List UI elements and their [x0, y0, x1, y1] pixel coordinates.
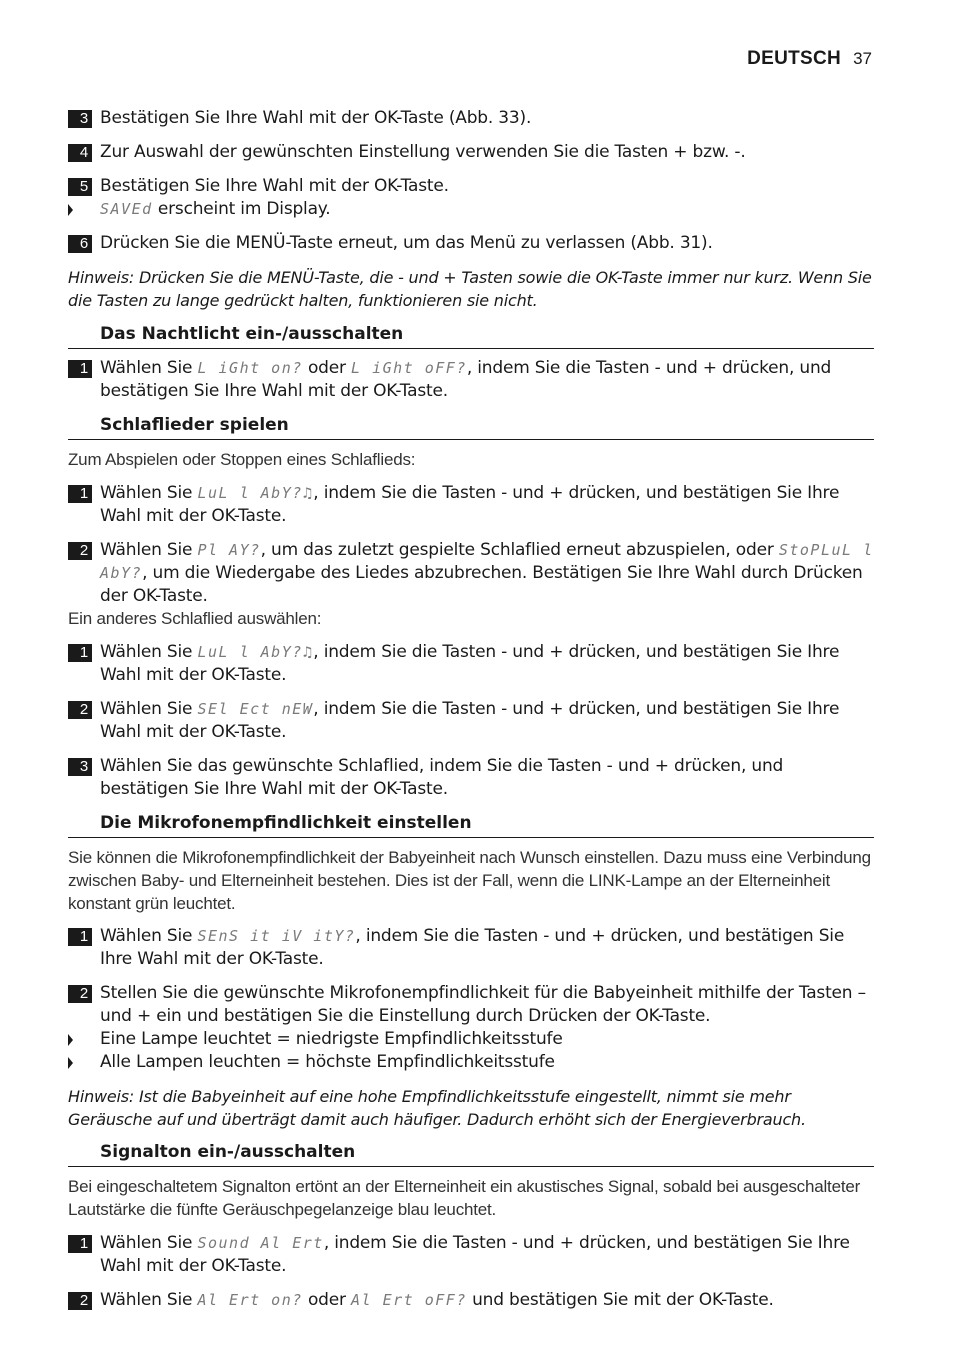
text-part: Wählen Sie	[100, 358, 198, 378]
step-text	[68, 698, 874, 744]
text-part: , indem Sie die Tasten - und + drücken, und bestätigen Sie Ihre Wahl mit der OK-Taste.	[100, 358, 832, 401]
section-title: Die Mikrofonempfindlichkeit einstellen	[100, 813, 472, 833]
section-heading	[68, 324, 874, 349]
step-item	[68, 925, 874, 971]
bullet-arrow-icon	[68, 1034, 73, 1046]
lcd-display-text: SAVEd	[100, 200, 153, 218]
step-item	[68, 1232, 874, 1278]
intro-text: Sie können die Mikrofonempfindlichkeit der Babyeinheit nach Wunsch einstellen. Dazu muss eine Verbindung zwischen Baby- und Elterneinheit bestehen. Dies ist der Fall, wenn die LINK-Lampe an der Elterneinheit konstant grün leuchtet.	[68, 848, 871, 913]
text-part: Wählen Sie	[100, 483, 198, 503]
text-part: Wählen Sie	[100, 926, 198, 946]
bullet-arrow-icon	[68, 204, 73, 216]
lcd-display-text: L iGht on?	[197, 359, 303, 377]
text-part: , indem Sie die Tasten - und + drücken, und bestätigen Sie Ihre Wahl mit der OK-Taste.	[100, 642, 840, 685]
step-number: 1	[68, 928, 92, 946]
bullet-text	[68, 198, 874, 221]
note-text: Hinweis: Ist die Babyeinheit auf eine hohe Empfindlichkeitsstufe eingestellt, nimmt sie mehr Geräusche auf und überträgt damit auch häufiger. Dadurch erhöht sich der Energieverbrauch.	[68, 1087, 806, 1129]
text-part: , indem Sie die Tasten - und + drücken, und bestätigen Sie Ihre Wahl mit der OK-Taste.	[100, 699, 840, 742]
bullet-text: Alle Lampen leuchten = höchste Empfindlichkeitsstufe	[100, 1052, 555, 1072]
step-item	[68, 482, 874, 528]
lcd-display-text: SEl Ect nEW	[197, 700, 314, 718]
step-text: Bestätigen Sie Ihre Wahl mit der OK-Taste (Abb. 33).	[100, 108, 532, 128]
step-text	[68, 539, 874, 608]
text-part: Wählen Sie	[100, 699, 198, 719]
step-number: 1	[68, 1235, 92, 1253]
step-number: 1	[68, 644, 92, 662]
text-part: Wählen Sie	[100, 1233, 198, 1253]
lcd-display-text: Pl AY?	[197, 541, 261, 559]
lcd-display-text: L iGht oFF?	[351, 359, 467, 377]
step-item	[68, 357, 874, 403]
step-number: 3	[68, 758, 92, 776]
lcd-display-text: LuL l AbY?♫	[197, 484, 314, 502]
step-text: Bestätigen Sie Ihre Wahl mit der OK-Taste.	[100, 176, 449, 196]
step-text: Wählen Sie das gewünschte Schlaflied, indem Sie die Tasten - und + drücken, und bestätigen Sie Ihre Wahl mit der OK-Taste.	[100, 756, 784, 799]
lcd-display-text: StoPLuL l AbY?	[100, 541, 874, 582]
step-item	[68, 175, 874, 198]
step-text	[68, 641, 874, 687]
subheading-text: Ein anderes Schlaflied auswählen:	[68, 609, 322, 628]
text-part: oder	[302, 1290, 352, 1310]
language-label: DEUTSCH	[747, 48, 842, 69]
step-item	[68, 539, 874, 608]
step-item	[68, 141, 874, 164]
step-number: 1	[68, 360, 92, 378]
step-item	[68, 982, 874, 1028]
section-title: Das Nachtlicht ein-/ausschalten	[100, 324, 404, 344]
step-number: 5	[68, 178, 92, 196]
step-number: 2	[68, 985, 92, 1003]
step-item	[68, 641, 874, 687]
section-heading	[68, 813, 874, 838]
step-number: 6	[68, 235, 92, 253]
intro-text: Zum Abspielen oder Stoppen eines Schlaflieds:	[68, 450, 416, 469]
step-text	[68, 1232, 874, 1278]
text-part: Wählen Sie	[100, 540, 198, 560]
section-title: Schlaflieder spielen	[100, 415, 289, 435]
text-part: , indem Sie die Tasten - und + drücken, und bestätigen Sie Ihre Wahl mit der OK-Taste.	[100, 926, 845, 969]
lcd-display-text: SEnS it iV itY?	[197, 927, 356, 945]
bullet-item	[68, 1028, 874, 1051]
step-number: 4	[68, 144, 92, 162]
step-text: Stellen Sie die gewünschte Mikrofonempfindlichkeit für die Babyeinheit mithilfe der Tasten – und + ein und bestätigen Sie die Einstellung durch Drücken der OK-Taste.	[100, 983, 866, 1026]
step-text	[68, 357, 874, 403]
lcd-display-text: LuL l AbY?♫	[197, 643, 314, 661]
text-part: und bestätigen Sie mit der OK-Taste.	[466, 1290, 774, 1310]
step-text	[68, 925, 874, 971]
step-item	[68, 1289, 874, 1312]
lcd-display-text: Al Ert oFF?	[351, 1291, 467, 1309]
text-part: , indem Sie die Tasten - und + drücken, und bestätigen Sie Ihre Wahl mit der OK-Taste.	[100, 483, 840, 526]
text-part: Wählen Sie	[100, 1290, 198, 1310]
step-item	[68, 107, 874, 130]
step-number: 2	[68, 701, 92, 719]
step-item	[68, 755, 874, 801]
step-number: 2	[68, 1292, 92, 1310]
intro-text: Bei eingeschaltetem Signalton ertönt an der Elterneinheit ein akustisches Signal, sobald bei ausgeschalteter Lautstärke die fünfte Geräuschpegelanzeige blau leuchtet.	[68, 1177, 861, 1219]
step-text	[68, 1289, 874, 1312]
section-heading	[68, 1142, 874, 1167]
page-number: 37	[853, 49, 872, 68]
text-part: oder	[302, 358, 352, 378]
bullet-item	[68, 198, 874, 221]
section-title: Signalton ein-/ausschalten	[100, 1142, 356, 1162]
bullet-arrow-icon	[68, 1057, 73, 1069]
step-text: Drücken Sie die MENÜ-Taste erneut, um das Menü zu verlassen (Abb. 31).	[100, 233, 713, 253]
step-text	[68, 482, 874, 528]
text-part: , um das zuletzt gespielte Schlaflied erneut abzuspielen, oder	[260, 540, 779, 560]
step-number: 1	[68, 485, 92, 503]
text-part: , indem Sie die Tasten - und + drücken, und bestätigen Sie Ihre Wahl mit der OK-Taste.	[100, 1233, 850, 1276]
step-number: 3	[68, 110, 92, 128]
step-number: 2	[68, 542, 92, 560]
page-header	[747, 48, 872, 70]
step-item	[68, 232, 874, 255]
bullet-text: Eine Lampe leuchtet = niedrigste Empfindlichkeitsstufe	[100, 1029, 563, 1049]
lcd-display-text: Sound Al Ert	[197, 1234, 324, 1252]
bullet-text-part: erscheint im Display.	[152, 199, 331, 219]
step-item	[68, 698, 874, 744]
bullet-item	[68, 1051, 874, 1074]
note-text: Hinweis: Drücken Sie die MENÜ-Taste, die - und + Tasten sowie die OK-Taste immer nur kurz. Wenn Sie die Tasten zu lange gedrückt halten, funktionieren sie nicht.	[68, 268, 872, 310]
text-part: , um die Wiedergabe des Liedes abzubrechen. Bestätigen Sie Ihre Wahl durch Drücken der OK-Taste.	[100, 563, 863, 606]
text-part: Wählen Sie	[100, 642, 198, 662]
lcd-display-text: Al Ert on?	[197, 1291, 303, 1309]
section-heading	[68, 415, 874, 440]
step-text: Zur Auswahl der gewünschten Einstellung verwenden Sie die Tasten + bzw. -.	[100, 142, 746, 162]
